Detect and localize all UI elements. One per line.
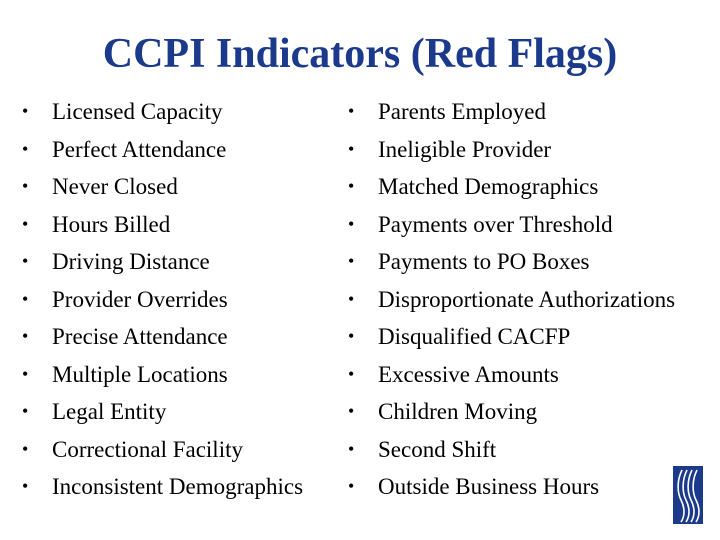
list-item-text: Second Shift bbox=[378, 436, 497, 462]
bullet-icon: • bbox=[348, 288, 355, 309]
list-item-text: Licensed Capacity bbox=[52, 99, 223, 124]
list-item-text: Legal Entity bbox=[52, 399, 167, 424]
bullet-icon: • bbox=[348, 476, 355, 496]
slide-title: CCPI Indicators (Red Flags) bbox=[102, 31, 618, 77]
list-item-text: Matched Demographics bbox=[378, 174, 599, 199]
list-item-text: Ineligible Provider bbox=[378, 136, 552, 162]
bullet-icon: • bbox=[22, 101, 29, 121]
list-item-text: Parents Employed bbox=[378, 99, 546, 124]
list-item-text: Excessive Amounts bbox=[378, 361, 559, 387]
bullet-icon: • bbox=[22, 251, 29, 271]
list-item-text: Driving Distance bbox=[52, 249, 210, 274]
bullet-icon: • bbox=[348, 101, 355, 121]
bullet-icon: • bbox=[22, 176, 29, 196]
list-item-text: Never Closed bbox=[52, 174, 178, 199]
list-item-text: Inconsistent Demographics bbox=[52, 474, 304, 499]
bullet-icon: • bbox=[348, 363, 355, 384]
list-item-text: Precise Attendance bbox=[52, 324, 228, 349]
bullet-icon: • bbox=[22, 138, 29, 159]
bullet-icon: • bbox=[348, 251, 355, 271]
list-item-text: Correctional Facility bbox=[52, 436, 243, 462]
list-item-text: Payments over Threshold bbox=[378, 211, 613, 237]
bullet-icon: • bbox=[22, 438, 29, 459]
bullet-icon: • bbox=[22, 213, 29, 234]
columns-logo-graphic bbox=[673, 466, 703, 524]
bullet-icon: • bbox=[22, 476, 29, 496]
list-item-text: Children Moving bbox=[378, 399, 538, 424]
bullet-icon: • bbox=[348, 213, 355, 234]
bullet-icon: • bbox=[22, 326, 29, 346]
list-item-text: Disqualified CACFP bbox=[378, 324, 571, 349]
bullet-icon: • bbox=[348, 401, 355, 421]
bullet-icon: • bbox=[348, 176, 355, 196]
bullet-icon: • bbox=[22, 288, 29, 309]
list-item-text: Multiple Locations bbox=[52, 361, 228, 387]
list-item-text: Payments to PO Boxes bbox=[378, 249, 590, 274]
list-item-text: Disproportionate Authorizations bbox=[378, 286, 676, 312]
columns-logo-icon bbox=[673, 466, 703, 524]
list-item-text: Hours Billed bbox=[52, 211, 171, 237]
bullet-icon: • bbox=[348, 138, 355, 159]
list-item-text: Provider Overrides bbox=[52, 286, 228, 312]
list-item-text: Perfect Attendance bbox=[52, 136, 227, 162]
bullet-icon: • bbox=[22, 401, 29, 421]
bullet-icon: • bbox=[348, 326, 355, 346]
bullet-icon: • bbox=[348, 438, 355, 459]
list-item-text: Outside Business Hours bbox=[378, 474, 600, 499]
bullet-icon: • bbox=[22, 363, 29, 384]
